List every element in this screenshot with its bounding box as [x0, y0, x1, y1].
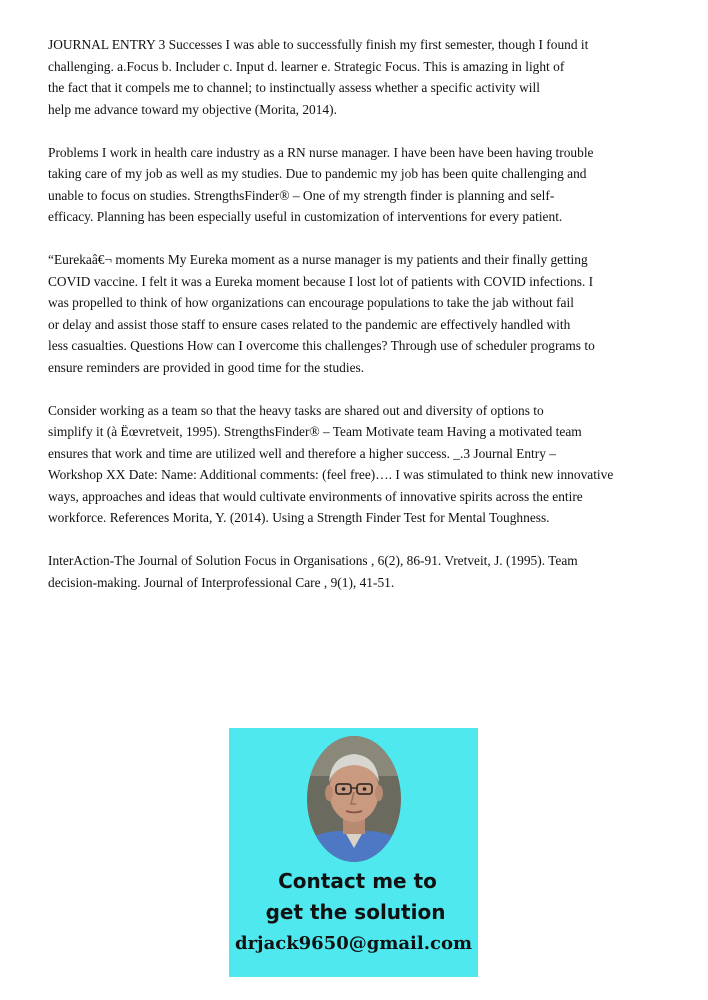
text-line: or delay and assist those staff to ensure cases related to the pandemic are effectively handled with [48, 316, 571, 332]
person-portrait-icon [307, 736, 401, 862]
paragraph-references [48, 550, 668, 593]
text-line: help me advance toward my objective (Morita, 2014). [48, 101, 337, 117]
text-line: unable to focus on studies. StrengthsFinder® – One of my strength finder is planning and self- [48, 187, 555, 203]
text-line: ways, approaches and ideas that would cultivate environments of innovative spirits across the entire [48, 488, 583, 504]
text-line: “Eurekaâ€¬ moments My Eureka moment as a nurse manager is my patients and their finally getting [48, 252, 588, 267]
text-line: COVID vaccine. I felt it was a Eureka moment because I lost lot of patients with COVID infections. I [48, 273, 594, 289]
text-line: JOURNAL ENTRY 3 Successes I was able to successfully finish my first semester, though I found it [48, 37, 589, 52]
paragraph-successes [48, 34, 668, 120]
text-line: efficacy. Planning has been especially useful in customization of interventions for every patient. [48, 209, 563, 224]
text-line: the fact that it compels me to channel; to instinctually assess whether a specific activity will [48, 80, 540, 95]
text-line: ensures that work and time are utilized well and therefore a higher success. _.3 Journal Entry – [48, 445, 556, 461]
text-line: less casualties. Questions How can I overcome this challenges? Through use of scheduler programs to [48, 338, 595, 353]
ad-headline-line1: Contact me to [278, 869, 437, 893]
paragraph-eureka [48, 249, 668, 378]
text-line: Consider working as a team so that the heavy tasks are shared out and diversity of options to [48, 402, 544, 418]
document-body [48, 34, 668, 615]
ad-headline-line2: get the solution [265, 900, 446, 924]
text-line: ensure reminders are provided in good time for the studies. [48, 359, 365, 375]
text-line: taking care of my job as well as my studies. Due to pandemic my job has been quite challenging and [48, 166, 587, 181]
text-line: challenging. a.Focus b. Includer c. Input d. learner e. Strategic Focus. This is amazing in light of [48, 58, 565, 74]
text-line: Workshop XX Date: Name: Additional comments: (feel free)…. I was stimulated to think new innovative [48, 467, 614, 482]
paragraph-teamwork [48, 400, 668, 529]
text-line: decision-making. Journal of Interprofessional Care , 9(1), 41-51. [48, 574, 395, 590]
contact-advertisement[interactable] [229, 728, 478, 977]
text-line: workforce. References Morita, Y. (2014). Using a Strength Finder Test for Mental Toughness. [48, 510, 550, 525]
paragraph-problems [48, 142, 668, 228]
text-line: InterAction-The Journal of Solution Focus in Organisations , 6(2), 86-91. Vretveit, J. (1995). Team [48, 553, 578, 568]
text-line: simplify it (à Ëœvretveit, 1995). StrengthsFinder® – Team Motivate team Having a motivated team [48, 424, 582, 439]
text-line: was propelled to think of how organizations can encourage populations to take the jab without fail [48, 295, 574, 310]
text-line: Problems I work in health care industry as a RN nurse manager. I have been have been having trouble [48, 144, 594, 160]
contact-email-link[interactable]: drjack9650@gmail.com [234, 933, 473, 954]
